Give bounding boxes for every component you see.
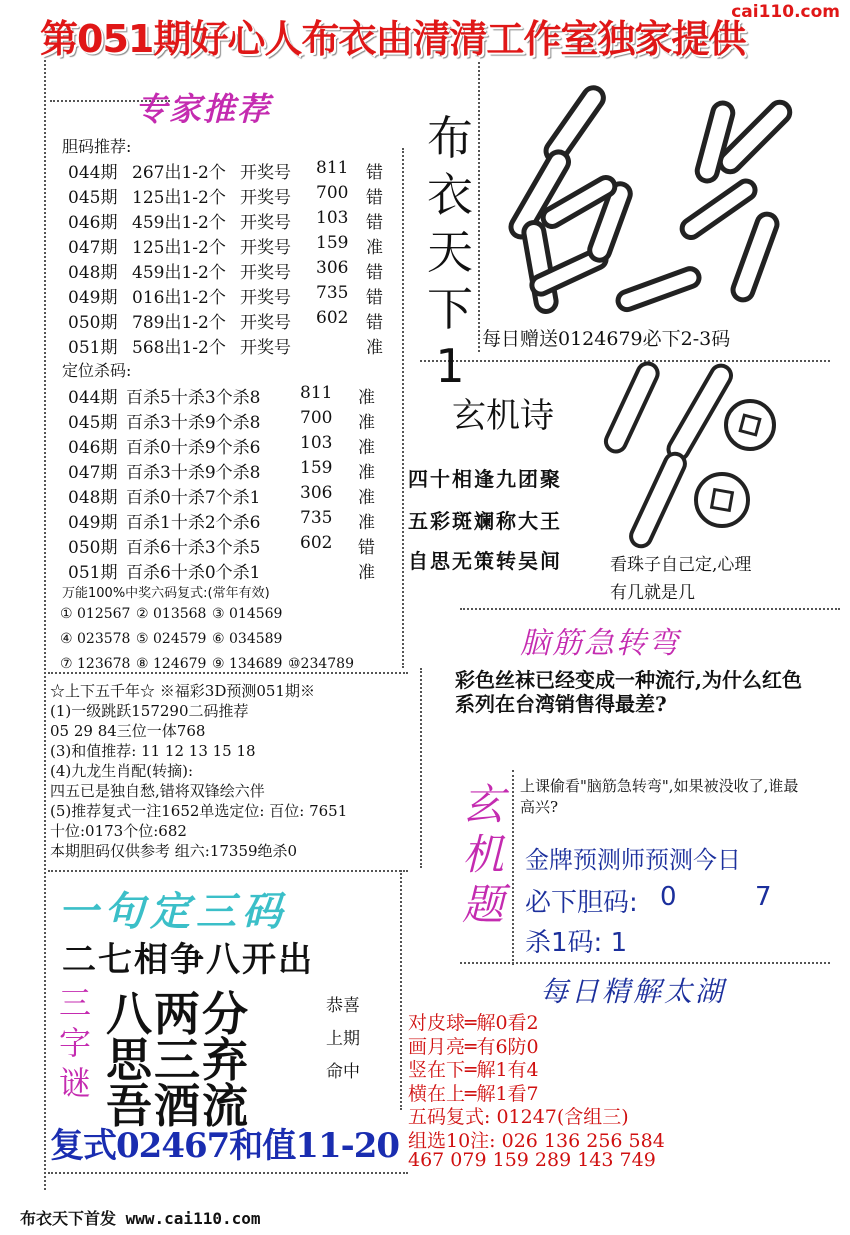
combo-item: ④ 023578 [60,631,131,647]
taihu-line: 对皮球═解0看2 [408,1012,539,1034]
dan-draw-label: 开奖号 [240,288,291,308]
coin-hole [740,415,760,435]
pos-draw: 602 [300,533,333,553]
xuanjiti-note: 上课偷看"脑筋急转弯",如果被没收了,谁最高兴? [520,777,799,816]
site-watermark: cai110.com [727,2,844,22]
dan-draw: 103 [316,208,349,228]
dan-draw: 700 [316,183,349,203]
predict-line: (5)推荐复式一注1652单选定位: 百位: 7651 [50,802,348,820]
sanzi-char: 三 [58,984,91,1022]
dan-period: 046期 [68,213,118,233]
taihu-line: 组选10注: 026 136 256 584 [408,1129,665,1152]
pos-draw: 103 [300,433,333,453]
combo-item: ⑦ 123678 [60,656,131,672]
taihu-title: 每日精解太湖 [540,975,727,1008]
dan-pick: 459出1-2个 [132,213,226,233]
bead-bar [665,362,735,463]
poem-line: 四十相逢九团聚 [408,467,562,491]
must-digit: 7 [755,882,772,912]
dan-draw: 735 [316,283,349,303]
pos-result: 准 [358,563,375,583]
pos-period: 047期 [68,463,118,483]
must-label: 必下胆码: [525,888,638,918]
taihu-line: 467 079 159 289 143 749 [408,1149,656,1171]
dan-result: 错 [366,313,383,333]
pos-result: 准 [358,513,375,533]
dan-pick: 459出1-2个 [132,263,226,283]
pos-draw: 811 [300,383,333,403]
pos-label: 定位杀码: [62,361,132,380]
sanzi-char: 字 [58,1024,91,1062]
pos-pick: 百杀3十杀9个杀8 [126,463,261,483]
pos-draw: 306 [300,483,333,503]
poem-line: 自思无策转吴间 [408,549,562,573]
dan-draw-label: 开奖号 [240,163,291,183]
xuanjiti-char: 玄 [461,780,504,829]
combo-item: ⑥ 034589 [212,631,283,647]
zero-symbols [600,355,800,555]
combo-item: ① 012567 [60,606,131,622]
dan-period: 050期 [68,313,118,333]
yiju-top-line [48,870,408,872]
digit-segment [679,178,759,241]
pos-draw: 159 [300,458,333,478]
pos-period: 045期 [68,413,118,433]
dan-result: 准 [366,238,383,258]
yiju-clue: 二七相争八开出 [62,940,314,980]
pos-pick: 百杀3十杀9个杀8 [126,413,261,433]
dan-draw: 602 [316,308,349,328]
dan-result: 错 [366,163,383,183]
pos-period: 049期 [68,513,118,533]
dan-period: 044期 [68,163,118,183]
footer-link[interactable]: 布衣天下首发 www.cai110.com [20,1209,261,1228]
predict-line: 四五已是独自愁,错将双锋绘六伴 [50,782,265,800]
predict-line: 05 29 84三位一体768 [50,722,206,740]
pos-pick: 百杀6十杀3个杀5 [126,538,261,558]
expert-heading: 专家推荐 [135,90,272,128]
pos-result: 错 [358,538,375,558]
predict-line: (1)一级跳跃157290二码推荐 [50,702,249,720]
naojin-title: 脑筋急转弯 [520,626,680,661]
predict-line: 十位:0173个位:682 [50,822,187,840]
pos-result: 准 [358,388,375,408]
yiju-right-line [400,870,402,1110]
buyi-char: 下 [427,282,473,336]
dan-result: 准 [366,338,383,358]
congrats-line: 上期 [326,1029,360,1049]
combo-item: ⑩234789 [288,656,354,672]
must-dan [525,882,772,919]
pos-draw: 735 [300,508,333,528]
riddle-row: 思三弃 [106,1033,250,1087]
combo-item: ⑧ 124679 [136,656,207,672]
congrats-line: 恭喜 [326,996,360,1016]
bead-bar [628,450,688,549]
predict-line: 本期胆码仅供参考 组六:17359绝杀0 [50,842,298,860]
coin-hole [712,490,733,511]
kill-one: 杀1码: 1 [525,928,628,958]
digit-segment [616,266,702,312]
predict-line: ☆上下五千年☆ ※福彩3D预测051期※ [50,682,315,700]
taihu-line: 横在上═解1看7 [408,1082,539,1105]
zero-hint [610,551,810,607]
pos-pick: 百杀6十杀0个杀1 [126,563,261,583]
zero-hint-line: 有几就是几 [610,583,695,603]
congrats-line: 命中 [326,1062,360,1082]
pos-pick: 百杀0十杀9个杀6 [126,438,261,458]
pos-result: 准 [358,488,375,508]
dan-pick: 267出1-2个 [132,163,226,183]
xuanjiti-line [512,770,514,965]
naojin-divider [460,608,840,610]
xuanjiti-bottom-line [460,962,830,964]
taihu-line: 五码复式: 01247(含组三) [408,1106,629,1128]
dan-draw: 306 [316,258,349,278]
wanneng-title: 万能100%中奖六码复式:(常年有效) [62,586,270,601]
combo-item: ⑤ 024579 [136,631,207,647]
congrats [318,990,368,1089]
dan-draw-label: 开奖号 [240,313,291,333]
dan-draw-label: 开奖号 [240,338,291,358]
pos-pick: 百杀1十杀2个杀6 [126,513,261,533]
combo-item: ③ 014569 [212,606,283,622]
sanzi-char: 谜 [58,1064,91,1102]
buyi-char: 1 [435,339,465,393]
dan-period: 045期 [68,188,118,208]
must-digit: 0 [660,882,677,912]
expert-right-line [402,148,404,668]
big-digits-65 [490,72,820,327]
xuanji-poem-title: 玄机诗 [452,396,554,436]
buyi-vertical [420,110,480,395]
dan-pick: 125出1-2个 [132,238,226,258]
dan-result: 错 [366,263,383,283]
left-frame-line [44,60,46,1190]
dan-period: 047期 [68,238,118,258]
dan-draw-label: 开奖号 [240,188,291,208]
buyi-char: 衣 [427,168,473,222]
pos-period: 050期 [68,538,118,558]
dan-pick: 568出1-2个 [132,338,226,358]
pos-period: 046期 [68,438,118,458]
naojin-riddle: 彩色丝袜已经变成一种流行,为什么红色系列在台湾销售得最差? [455,668,802,716]
pos-draw: 700 [300,408,333,428]
dan-result: 错 [366,288,383,308]
xuanjiti-char: 机 [461,830,504,879]
riddle-row: 吾酒流 [106,1079,250,1133]
pos-pick: 百杀0十杀7个杀1 [126,488,261,508]
pos-period: 048期 [68,488,118,508]
pos-pick: 百杀5十杀3个杀8 [126,388,261,408]
dan-period: 049期 [68,288,118,308]
pos-result: 准 [358,413,375,433]
dan-pick: 016出1-2个 [132,288,226,308]
combo-item: ② 013568 [136,606,207,622]
taihu-line: 竖在下═解1有4 [408,1059,539,1081]
dan-draw-label: 开奖号 [240,263,291,283]
pos-result: 准 [358,463,375,483]
page-title: 第051期好心人布衣由清清工作室独家提供 [40,17,746,61]
pos-period: 044期 [68,388,118,408]
combo-item: ⑨ 134689 [212,656,283,672]
fushi-bottom-line [48,1172,408,1174]
dan-label: 胆码推荐: [62,137,132,156]
sanzi-label [58,983,92,1103]
riddle-row: 八两分 [106,987,250,1041]
dan-draw-label: 开奖号 [240,213,291,233]
digit-segment [730,211,780,302]
pos-result: 准 [358,438,375,458]
dan-result: 错 [366,213,383,233]
fushi-banner: 复式02467和值11-20 [50,1126,400,1166]
dan-draw-label: 开奖号 [240,238,291,258]
dan-period: 051期 [68,338,118,358]
yiju-title: 一句定三码 [58,888,288,935]
taihu-line: 画月亮═有6防0 [408,1035,539,1058]
xuanjiti-char: 题 [461,880,504,929]
xuanjiti-title [458,780,508,930]
zero-hint-line: 看珠子自己定,心理 [610,555,752,575]
predict-line: (3)和值推荐: 11 12 13 15 18 [50,742,256,760]
pos-period: 051期 [68,563,118,583]
buyi-char: 天 [427,225,473,279]
gold-title: 金牌预测师预测今日 [525,846,741,874]
daily-gift: 每日赠送0124679必下2-3码 [482,328,731,350]
dan-period: 048期 [68,263,118,283]
poem-line: 五彩斑斓称大王 [408,509,562,533]
predict-divider [48,672,408,674]
predict-right-line [420,668,422,868]
bead-bar [603,360,661,455]
dan-draw: 811 [316,158,349,178]
dan-result: 错 [366,188,383,208]
dan-pick: 125出1-2个 [132,188,226,208]
dan-draw: 159 [316,233,349,253]
buyi-char: 布 [427,111,473,165]
predict-line: (4)九龙生肖配(转摘): [50,762,194,780]
dan-pick: 789出1-2个 [132,313,226,333]
digit-segment [522,221,557,313]
